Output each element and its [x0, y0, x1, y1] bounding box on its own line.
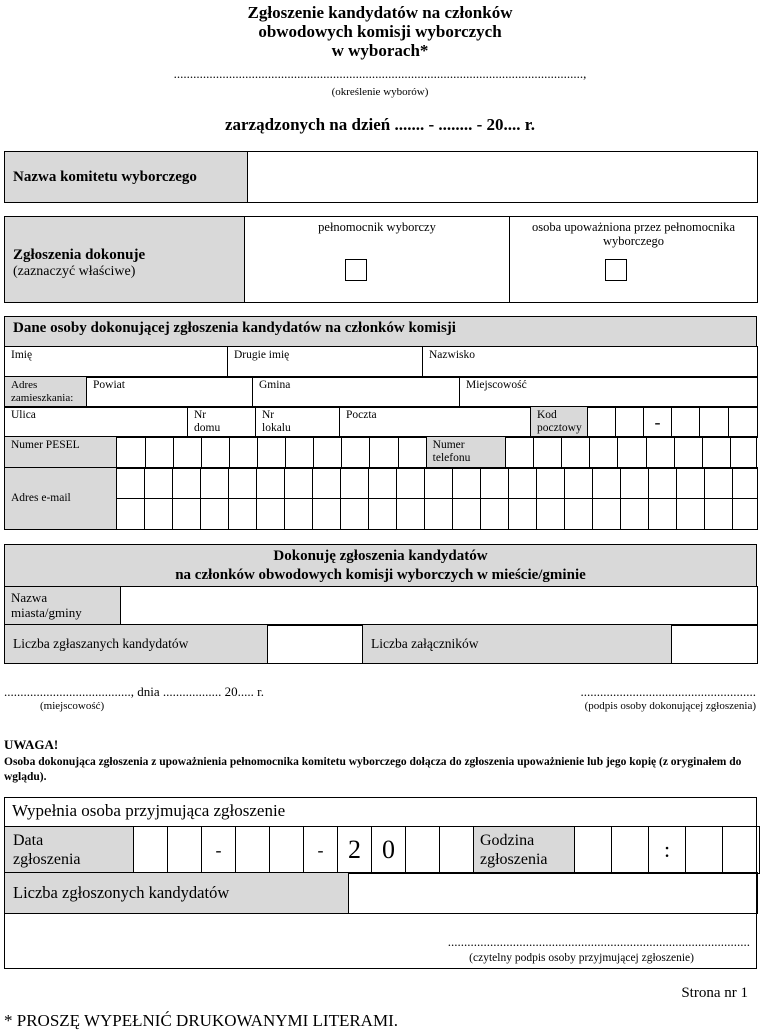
email-cell[interactable]	[705, 499, 733, 530]
date-cell[interactable]	[440, 827, 474, 874]
street-field[interactable]: Ulica	[5, 407, 188, 438]
year-digit: 2	[338, 827, 372, 874]
phone-cell[interactable]	[674, 437, 702, 469]
email-cell[interactable]	[285, 499, 313, 530]
email-cell[interactable]	[705, 468, 733, 499]
email-cell[interactable]	[117, 499, 145, 530]
received-count-input[interactable]	[349, 873, 758, 914]
email-cell[interactable]	[369, 468, 397, 499]
first-name-field[interactable]: Imię	[5, 347, 228, 378]
email-cell[interactable]	[313, 499, 341, 530]
email-cell[interactable]	[229, 468, 257, 499]
committee-table	[4, 151, 758, 203]
phone-cell[interactable]	[646, 437, 674, 469]
email-cell[interactable]	[537, 499, 565, 530]
pesel-cell[interactable]	[145, 437, 173, 469]
time-cell[interactable]	[686, 827, 723, 874]
pesel-cell[interactable]	[257, 437, 285, 469]
phone-cell[interactable]	[562, 437, 590, 469]
email-cell[interactable]	[509, 499, 537, 530]
phone-cell[interactable]	[534, 437, 562, 469]
date-cell[interactable]	[270, 827, 304, 874]
email-cell[interactable]	[481, 468, 509, 499]
postal-cell[interactable]	[588, 407, 616, 438]
submitter-signature-caption: (podpis osoby dokonującej zgłoszenia)	[584, 700, 756, 712]
house-no-field[interactable]: Nr domu	[188, 407, 256, 438]
email-cell[interactable]	[201, 468, 229, 499]
person-header: Dane osoby dokonującej zgłoszenia kandydatów na członków komisji	[4, 316, 757, 347]
election-caption: (określenie wyborów)	[331, 86, 429, 98]
option-authorized-label: osoba upoważniona przez pełnomocnika wyborczego	[531, 220, 736, 248]
notice-title: UWAGA!	[4, 737, 59, 752]
locality-field[interactable]: Miejscowość	[460, 377, 758, 408]
city-label: Nazwa miasta/gminy	[11, 590, 82, 620]
attachments-count-label: Liczba załączników	[371, 636, 479, 651]
phone-label: Numer telefonu	[432, 439, 471, 464]
email-cell[interactable]	[173, 468, 201, 499]
pesel-cell[interactable]	[173, 437, 201, 469]
year-digit: 0	[372, 827, 406, 874]
email-cell[interactable]	[593, 468, 621, 499]
title-line-2: obwodowych komisji wyborczych	[258, 22, 502, 41]
second-name-field[interactable]: Drugie imię	[228, 347, 423, 378]
email-cell[interactable]	[649, 499, 677, 530]
names-row	[4, 346, 758, 378]
email-cell[interactable]	[117, 468, 145, 499]
pesel-cell[interactable]	[314, 437, 342, 469]
email-cell[interactable]	[621, 468, 649, 499]
email-cell[interactable]	[677, 499, 705, 530]
submission-header: Dokonuję zgłoszenia kandydatów na członków obwodowych komisji wyborczych w mieście/gminie	[4, 544, 757, 587]
title-line-1: Zgłoszenie kandydatów na członków	[247, 3, 513, 22]
phone-cell[interactable]	[702, 437, 730, 469]
option-proxy-label: pełnomocnik wyborczy	[318, 220, 436, 234]
email-cell[interactable]	[593, 499, 621, 530]
receiver-count-row	[4, 872, 758, 914]
email-cell[interactable]	[229, 499, 257, 530]
footer-note: * PROSZĘ WYPEŁNIĆ DRUKOWANYMI LITERAMI.	[4, 1011, 398, 1030]
submitter-signature-field[interactable]: ......................................................	[580, 684, 756, 699]
email-cell[interactable]	[425, 468, 453, 499]
phone-cell[interactable]	[505, 437, 533, 469]
email-cell[interactable]	[509, 468, 537, 499]
notice-text: Osoba dokonująca zgłoszenia z upoważnienia pełnomocnika komitetu wyborczego dołącza do zgłoszenia upoważnienie lub jego kopię (z oryginałem do wglądu).	[4, 756, 742, 783]
date-dash: -	[202, 827, 236, 874]
email-cell[interactable]	[537, 468, 565, 499]
date-cell[interactable]	[236, 827, 270, 874]
flat-no-field[interactable]: Nr lokalu	[256, 407, 340, 438]
receiver-signature-caption: (czytelny podpis osoby przyjmującej zgłoszenie)	[469, 952, 694, 964]
phone-cell[interactable]	[730, 437, 756, 469]
commune-field[interactable]: Gmina	[253, 377, 460, 408]
email-cell[interactable]	[397, 499, 425, 530]
option-authorized-checkbox[interactable]	[605, 259, 627, 281]
email-cell[interactable]	[621, 499, 649, 530]
receiver-date-row	[4, 826, 760, 874]
received-count-label: Liczba zgłoszonych kandydatów	[13, 883, 230, 902]
email-cell[interactable]	[397, 468, 425, 499]
email-cell[interactable]	[565, 499, 593, 530]
submitter-sublabel: (zaznaczyć właściwe)	[13, 264, 136, 279]
pesel-cell[interactable]	[342, 437, 370, 469]
email-cell[interactable]	[173, 499, 201, 530]
time-cell[interactable]	[612, 827, 649, 874]
email-label: Adres e-mail	[11, 492, 71, 504]
email-cell[interactable]	[257, 499, 285, 530]
candidates-count-label: Liczba zgłaszanych kandydatów	[13, 636, 189, 651]
pesel-cell[interactable]	[117, 437, 145, 469]
email-row	[4, 467, 758, 530]
postal-cell[interactable]	[616, 407, 644, 438]
postal-cell[interactable]	[729, 407, 758, 438]
pesel-cell[interactable]	[286, 437, 314, 469]
election-field[interactable]: ..............................................................................................................................,	[173, 66, 587, 81]
pesel-row	[4, 436, 757, 469]
city-row	[4, 586, 758, 626]
city-input[interactable]	[121, 587, 758, 626]
email-cell[interactable]	[369, 499, 397, 530]
submitter-table	[4, 216, 758, 303]
surname-field[interactable]: Nazwisko	[423, 347, 758, 378]
email-cell[interactable]	[341, 468, 369, 499]
email-cell[interactable]	[481, 499, 509, 530]
attachments-count-input[interactable]	[672, 625, 758, 664]
time-colon: :	[649, 827, 686, 874]
postal-cell[interactable]	[700, 407, 729, 438]
email-cell[interactable]	[677, 468, 705, 499]
email-cell[interactable]	[453, 499, 481, 530]
email-cell[interactable]	[145, 468, 173, 499]
address-row	[4, 376, 758, 408]
page-number: Strona nr 1	[681, 985, 748, 1001]
address-label: Adres zamieszkania:	[11, 379, 74, 404]
email-cell[interactable]	[341, 499, 369, 530]
phone-cell[interactable]	[618, 437, 646, 469]
phone-cell[interactable]	[590, 437, 618, 469]
email-cell[interactable]	[733, 468, 758, 499]
pesel-cell[interactable]	[398, 437, 426, 469]
committee-label: Nazwa komitetu wyborczego	[13, 168, 197, 185]
email-cell[interactable]	[285, 468, 313, 499]
time-cell[interactable]	[575, 827, 612, 874]
form-title	[0, 3, 760, 60]
counts-row	[4, 624, 758, 664]
submitter-label: Zgłoszenia dokonuje	[13, 247, 146, 263]
email-cell[interactable]	[649, 468, 677, 499]
pesel-cell[interactable]	[201, 437, 229, 469]
date-cell[interactable]	[134, 827, 168, 874]
date-cell[interactable]	[406, 827, 440, 874]
committee-input[interactable]	[248, 152, 758, 203]
county-field[interactable]: Powiat	[87, 377, 253, 408]
date-cell[interactable]	[168, 827, 202, 874]
receipt-date-label: Data zgłoszenia	[13, 832, 81, 868]
candidates-count-input[interactable]	[268, 625, 363, 664]
option-proxy-checkbox[interactable]	[345, 259, 367, 281]
email-cell[interactable]	[257, 468, 285, 499]
postal-dash: -	[644, 407, 672, 438]
email-cell[interactable]	[565, 468, 593, 499]
email-cell[interactable]	[201, 499, 229, 530]
date-dash: -	[304, 827, 338, 874]
postal-code-label: Kod pocztowy	[537, 409, 582, 434]
postal-cell[interactable]	[672, 407, 700, 438]
pesel-cell[interactable]	[229, 437, 257, 469]
place-caption: (miejscowość)	[40, 700, 105, 712]
pesel-cell[interactable]	[370, 437, 398, 469]
time-cell[interactable]	[723, 827, 760, 874]
email-cell[interactable]	[453, 468, 481, 499]
receiver-signature-field[interactable]: .............................................................................................	[447, 934, 750, 949]
title-line-3: w wyborach*	[331, 41, 429, 60]
email-cell[interactable]	[425, 499, 453, 530]
email-cell[interactable]	[313, 468, 341, 499]
email-cell[interactable]	[145, 499, 173, 530]
receipt-time-label: Godzina zgłoszenia	[480, 832, 548, 868]
post-office-field[interactable]: Poczta	[340, 407, 531, 438]
election-date-line: zarządzonych na dzień ....... - ........ - 20.... r.	[224, 115, 536, 134]
street-row	[4, 406, 758, 438]
receiver-header: Wypełnia osoba przyjmująca zgłoszenie	[12, 801, 286, 820]
email-cell[interactable]	[733, 499, 758, 530]
pesel-label: Numer PESEL	[11, 439, 80, 451]
place-date-field[interactable]: ......................................., dnia .................. 20..... r.	[4, 684, 264, 699]
